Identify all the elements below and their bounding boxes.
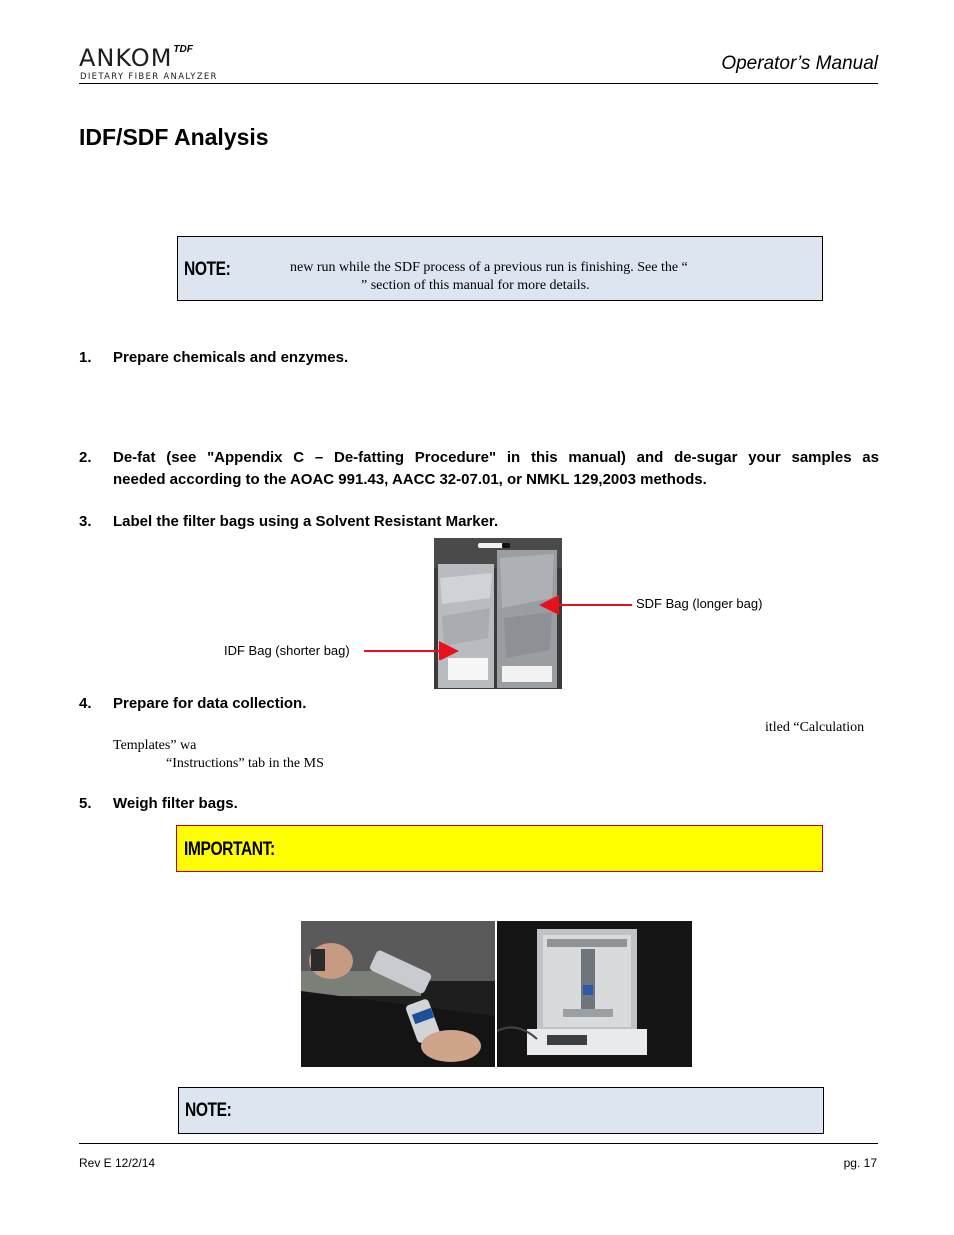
step-heading: Weigh filter bags. <box>113 795 238 812</box>
note-box <box>177 236 823 301</box>
logo-wordmark: ANKOM <box>79 44 173 72</box>
note-box <box>178 1087 824 1134</box>
note-text-line2: ” section of this manual for more details. <box>361 278 590 293</box>
step-heading: Prepare for data collection. <box>113 695 307 712</box>
step4-text-fragment: Templates” wa <box>113 738 197 753</box>
idf-bag-label: IDF Bag (shorter bag) <box>224 643 350 658</box>
step-number: 2. <box>79 449 92 466</box>
manual-title: Operator’s Manual <box>721 53 878 74</box>
step4-text-fragment: itled “Calculation <box>765 720 865 735</box>
important-box <box>176 825 823 872</box>
note-text-line1: new run while the SDF process of a previous run is finishing. See the “ <box>290 260 688 275</box>
step4-text-fragment: “Instructions” tab in the MS <box>166 756 324 771</box>
hand-bag-illustration <box>301 921 495 1067</box>
logo-tdf-mark: TDF <box>173 44 193 55</box>
footer-rule <box>79 1143 878 1144</box>
step-heading: Prepare chemicals and enzymes. <box>113 349 349 366</box>
note-label: NOTE: <box>184 259 231 280</box>
weighing-photo-left <box>301 921 495 1067</box>
page-number: pg. 17 <box>843 1156 877 1170</box>
page-title: IDF/SDF Analysis <box>79 124 269 150</box>
note-label: NOTE: <box>185 1100 232 1121</box>
step-number: 5. <box>79 795 92 812</box>
balance-illustration <box>497 921 692 1067</box>
step-number: 3. <box>79 513 92 530</box>
logo-subtitle: DIETARY FIBER ANALYZER <box>80 72 218 82</box>
step-heading: Label the filter bags using a Solvent Resistant Marker. <box>113 513 499 530</box>
header-rule <box>79 83 878 84</box>
step-number: 1. <box>79 349 92 366</box>
revision-label: Rev E 12/2/14 <box>79 1156 156 1170</box>
arrows-layer <box>360 595 635 660</box>
step-heading-line1: De-fat (see "Appendix C – De-fatting Procedure" in this manual) and de-sugar your samples as <box>113 449 879 466</box>
ankom-logo <box>79 44 192 72</box>
weighing-photo-right <box>497 921 692 1067</box>
step-number: 4. <box>79 695 92 712</box>
step-heading-line2: needed according to the AOAC 991.43, AACC 32-07.01, or NMKL 129,2003 methods. <box>113 471 707 488</box>
important-label: IMPORTANT: <box>184 839 275 860</box>
sdf-bag-label: SDF Bag (longer bag) <box>636 596 763 611</box>
